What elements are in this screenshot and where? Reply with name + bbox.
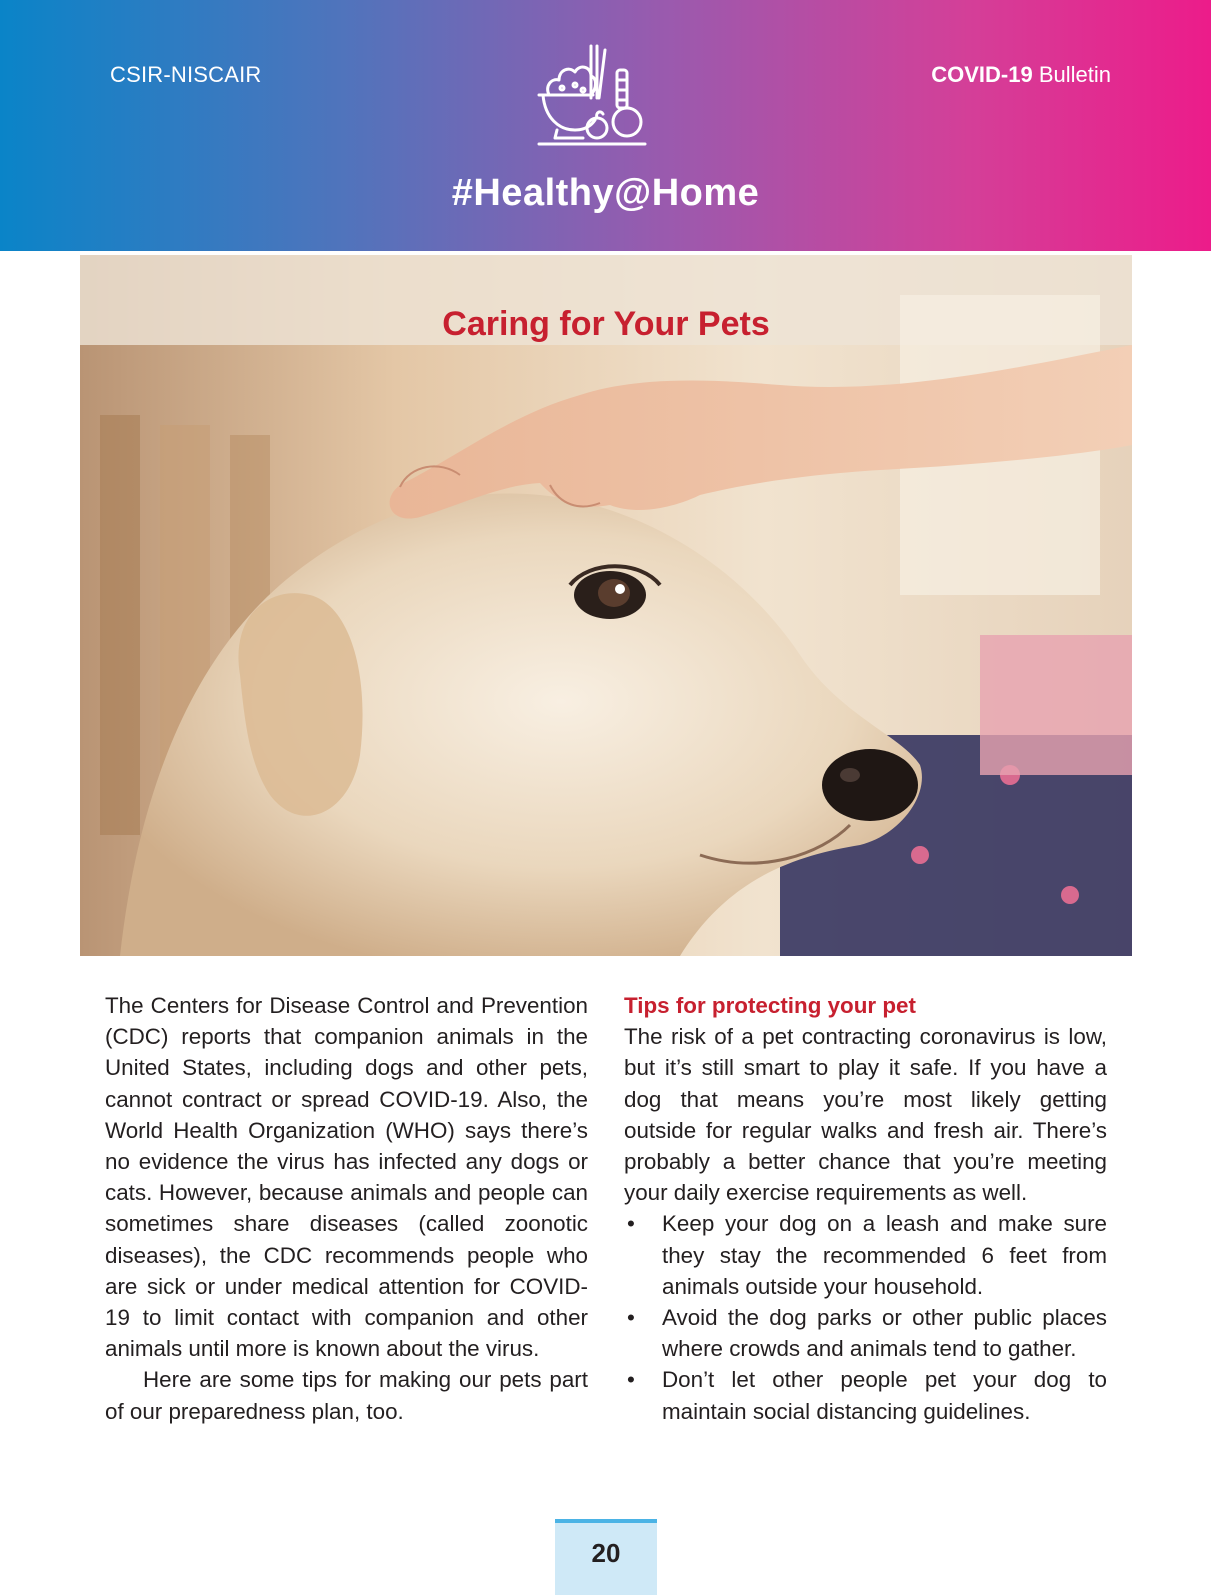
- right-column: [624, 990, 1107, 1427]
- body-paragraph: Here are some tips for making our pets part of our preparedness plan, too.: [105, 1367, 588, 1424]
- article-title: Caring for Your Pets: [442, 305, 770, 343]
- left-column: [105, 990, 588, 1427]
- bullet-icon: •: [627, 1305, 635, 1331]
- bullet-icon: •: [627, 1367, 635, 1393]
- food-bowl-vegetables-icon: [535, 40, 650, 152]
- tips-list: [624, 1208, 1107, 1426]
- body-paragraph: The Centers for Disease Control and Prevention (CDC) reports that companion animals in the United States, including dogs and other pets, cannot contract or spread COVID-19. Also, the World Health Organization (WHO) says there’s no evidence the virus has infected any dogs or cats. However, because animals and people can sometimes share diseases (called zoonotic diseases), the CDC recommends people who are sick or under medical attention for COVID-19 to limit contact with companion and other animals until more is known about the virus.: [105, 993, 588, 1362]
- tips-heading: Tips for protecting your pet: [624, 993, 916, 1018]
- bulletin-label: COVID-19 Bulletin: [931, 62, 1111, 87]
- list-item: • Avoid the dog parks or other public places where crowds and animals tend to gather.: [624, 1302, 1107, 1364]
- org-name: CSIR-NISCAIR: [110, 62, 262, 87]
- bullet-icon: •: [627, 1211, 635, 1237]
- header-banner: [0, 0, 1211, 251]
- list-item: • Don’t let other people pet your dog to maintain social distancing guidelines.: [624, 1364, 1107, 1426]
- hashtag-title: #Healthy@Home: [451, 172, 760, 214]
- tips-intro: The risk of a pet contracting coronavirus is low, but it’s still smart to play it safe. If you have a dog that means you’re most likely getting outside for regular walks and fresh air. There’s probably a better chance that you’re meeting your daily exercise requirements as well.: [624, 1024, 1107, 1206]
- dog-being-petted-illustration: [80, 255, 1132, 956]
- page-number: 20: [555, 1519, 657, 1595]
- list-item: • Keep your dog on a leash and make sure they stay the recommended 6 feet from animals outside your household.: [624, 1208, 1107, 1302]
- dog-photo: [80, 255, 1132, 956]
